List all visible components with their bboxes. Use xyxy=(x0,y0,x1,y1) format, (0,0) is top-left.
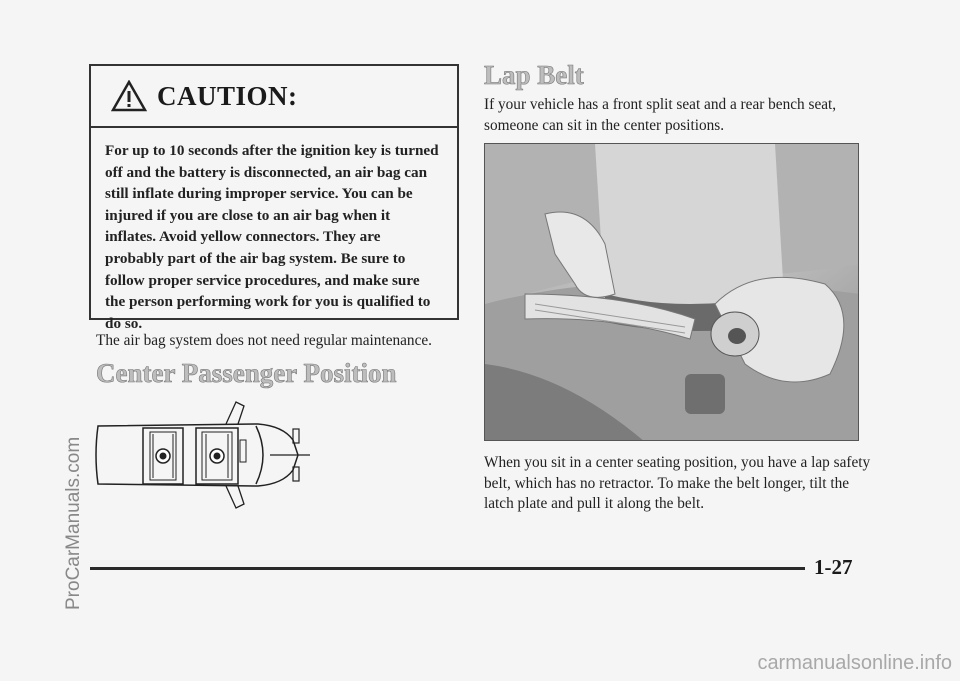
footer-rule xyxy=(90,567,805,570)
lap-belt-text: If your vehicle has a front split seat and a rear bench seat, someone can sit in the center positions. xyxy=(484,96,837,134)
side-watermark: ProCarManuals.com xyxy=(63,436,84,610)
caution-text: For up to 10 seconds after the ignition key is turned off and the battery is disconnected, an air bag can still inflate during improper service. You can be injured if you are close to an air bag when it inflates. Avoid yellow connectors. They are probably part of the air bag system. Be sure to follow proper service procedures, and make sure the person performing work for you is qualified to do so. xyxy=(105,142,439,332)
center-seating-text: When you sit in a center seating position, you have a lap safety belt, which has no retractor. To make the belt longer, tilt the latch plate and pull it along the belt. xyxy=(484,454,871,512)
caution-header xyxy=(91,66,457,128)
lap-belt-photo xyxy=(484,143,859,441)
caution-title: CAUTION: xyxy=(157,80,298,111)
center-passenger-heading: Center Passenger Position xyxy=(96,358,397,388)
maintenance-text: The air bag system does not need regular maintenance. xyxy=(96,332,432,349)
lap-belt-photo-illustration xyxy=(485,144,859,441)
warning-triangle-icon xyxy=(111,80,147,112)
car-seating-diagram xyxy=(88,398,318,513)
lap-belt-heading: Lap Belt xyxy=(484,60,584,90)
bottom-watermark: carmanualsonline.info xyxy=(757,652,952,674)
page-number: 1-27 xyxy=(814,555,853,579)
caution-box xyxy=(89,64,459,332)
